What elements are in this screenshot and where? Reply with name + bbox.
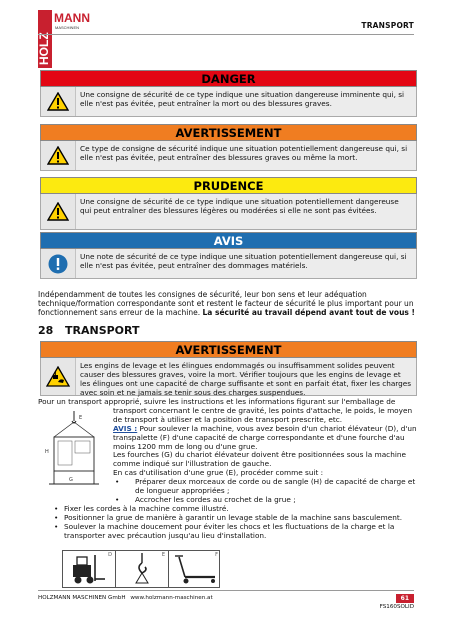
notice-caution — [40, 177, 417, 230]
steps-list — [38, 505, 418, 541]
notice-text: Une consigne de sécurité de ce type indique une situation potentiellement dangereuse qui peut entraîner des blessures légères ou modérées si elle ne sont pas évitées. — [76, 194, 416, 229]
footer-company — [38, 595, 213, 601]
avis-label: AVIS : — [113, 423, 138, 433]
step-item: • Positionner la grue de manière à garantir un levage stable de la machine sans basculement. — [52, 514, 418, 523]
section-header-title: TRANSPORT — [361, 21, 414, 30]
footer-company-name: HOLZMANN MASCHINEN GmbH — [38, 595, 126, 601]
holzmann-logo — [38, 10, 98, 68]
notice-text: Les engins de levage et les élingues endommagés ou insuffisamment solides peuvent causer des blessures graves, voire la mort. Vérifier toujours que les engins de levage et les élingues ont une capacité de charge suffisante et sont en parfait état, fixer les charges avec soin et ne jamais se tenir sous des charges suspendues. — [76, 358, 416, 395]
crane-hook-pictogram — [116, 551, 169, 587]
document-code: FS160SOLID — [379, 604, 414, 610]
notice-notice — [40, 232, 417, 279]
pictogram-label: F — [215, 552, 218, 558]
pallet-truck-icon — [169, 551, 221, 587]
transport-means-pictograms — [62, 550, 220, 588]
footer-website[interactable]: www.holzmann-maschinen.at — [130, 595, 213, 601]
pictogram-label: E — [161, 552, 165, 558]
page-number: 61 — [396, 594, 414, 603]
exclamation-circle-icon — [41, 249, 76, 278]
crane-step: • Préparer deux morceaux de corde ou de sangle (H) de capacité de charge et de longueur appropriées ; — [113, 478, 418, 496]
figure-label-forks: G — [69, 477, 73, 483]
load-hand-warning-icon — [41, 358, 76, 395]
section-number: 28 — [38, 324, 54, 337]
notice-title: AVIS — [40, 232, 417, 249]
header-divider — [38, 34, 414, 35]
warning-triangle-icon — [41, 87, 76, 116]
footer-divider — [38, 590, 414, 591]
notice-title: PRUDENCE — [40, 177, 417, 194]
transport-p1-line1: Pour un transport approprié, suivre les instructions et les informations figurant sur l'emballage de — [38, 397, 396, 406]
step-item: • Fixer les cordes à la machine comme illustré. — [52, 505, 418, 514]
intro-bold: La sécurité au travail dépend avant tout de vous ! — [202, 308, 415, 318]
notice-transport-warning — [40, 341, 417, 396]
intro-text: Indépendamment de toutes les consignes de sécurité, leur bon sens et leur adéquation technique/formation correspondante sont et restent le facteur de sécurité le plus important pour un fonctionnement sans erreur de la machine. — [38, 290, 414, 318]
forks-paragraph: Les fourches (G) du chariot élévateur doivent être positionnées sous la machine comme indiqué sur l'illustration de gauche. — [113, 450, 406, 469]
notice-text: Une consigne de sécurité de ce type indique une situation dangereuse imminente qui, si elle n'est pas évitée, peut entraîner la mort ou des blessures graves. — [76, 87, 416, 116]
section-title: TRANSPORT — [65, 324, 140, 337]
notice-text: Ce type de consigne de sécurité indique une situation potentiellement dangereuse qui, si elle n'est pas évitée, peut entraîner des blessures graves ou même la mort. — [76, 141, 416, 170]
svg-text:HOLZ: HOLZ — [38, 32, 51, 65]
svg-text:MANN: MANN — [54, 11, 90, 25]
crane-lifting-figure — [44, 411, 104, 487]
warning-triangle-icon — [41, 141, 76, 170]
intro-paragraph — [38, 290, 418, 318]
avis-text: Pour soulever la machine, vous avez besoin d'un chariot élévateur (D), d'un transpalette (F) d'une capacité de charge correspondante et d'une fourche d'au moins 1200 mm de long ou d'une grue. — [113, 423, 417, 451]
figure-label-crane: E — [79, 415, 83, 421]
notice-title: AVERTISSEMENT — [40, 341, 417, 358]
notice-text: Une note de sécurité de ce type indique une situation potentiellement dangereuse qui, si elle n'est pas évitée, peut entraîner des dommages matériels. — [76, 249, 416, 278]
forklift-pictogram — [63, 551, 116, 587]
step-item: • Soulever la machine doucement pour éviter les chocs et les fluctuations de la charge et la transporter avec précaution jusqu'au lieu d'installation. — [52, 523, 418, 541]
notice-danger — [40, 70, 417, 117]
transport-p1-rest: transport concernant le centre de gravité, les points d'attache, le poids, le moyen de transport à utiliser et la position de transport prescrite, etc. — [113, 405, 413, 424]
section-heading — [38, 324, 140, 337]
crane-step: • Accrocher les cordes au crochet de la grue ; — [113, 496, 418, 505]
notice-warning — [40, 124, 417, 171]
notice-title: DANGER — [40, 70, 417, 87]
crane-intro: En cas d'utilisation d'une grue (E), procéder comme suit : — [113, 468, 324, 478]
figure-label-straps: H — [45, 449, 49, 455]
crane-hook-icon — [116, 551, 168, 587]
pallet-truck-pictogram — [169, 551, 221, 587]
warning-triangle-icon — [41, 194, 76, 229]
pictogram-label: D — [108, 552, 112, 558]
notice-title: AVERTISSEMENT — [40, 124, 417, 141]
svg-text:MASCHINEN: MASCHINEN — [55, 25, 80, 30]
